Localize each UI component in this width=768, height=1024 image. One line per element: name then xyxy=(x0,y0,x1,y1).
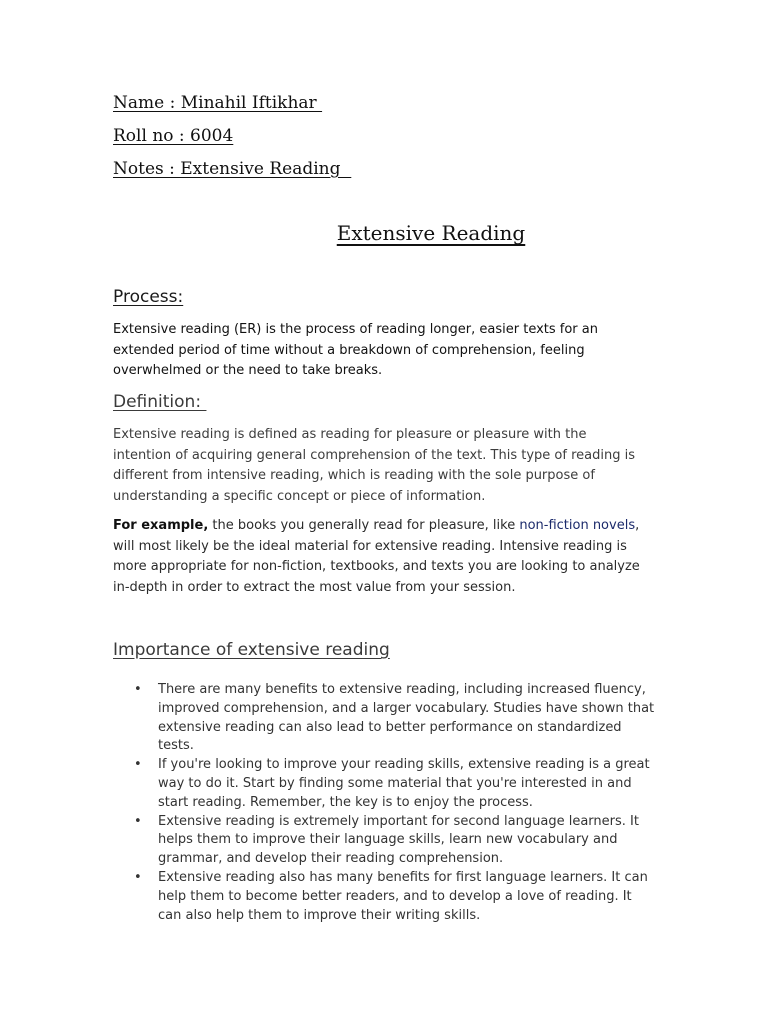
bullet-icon: • xyxy=(134,869,142,885)
bullet-icon: • xyxy=(134,682,142,697)
roll-number-line: Roll no : 6004 xyxy=(113,126,234,146)
definition-paragraph: Extensive reading is defined as reading for pleasure or pleasure with the intention of acquiring general comprehension of the text. This type of reading is different from intensive reading, which is reading with the sole purpose of understanding a specific concept or piece of information. xyxy=(113,427,635,504)
bullet-text: There are many benefits to extensive reading, including increased fluency, improved comprehension, and a larger vocabulary. Studies have shown that extensive reading can also lead to better performance on standardized tests. xyxy=(158,682,655,754)
example-paragraph xyxy=(113,516,643,598)
example-lead: For example, xyxy=(113,518,209,533)
list-item xyxy=(113,869,658,925)
bullet-text: Extensive reading also has many benefits for first language learners. It can help them to become better readers, and to develop a love of reading. It can also help them to improve their writing skills. xyxy=(158,869,648,923)
list-item xyxy=(113,681,658,756)
list-item xyxy=(113,813,658,869)
notes-topic-line: Notes : Extensive Reading xyxy=(113,159,352,179)
process-paragraph: Extensive reading (ER) is the process of reading longer, easier texts for an extended period of time without a breakdown of comprehension, feeling overwhelmed or the need to take breaks. xyxy=(113,322,598,379)
bullet-icon: • xyxy=(134,813,142,829)
bullet-text: Extensive reading is extremely important for second language learners. It helps them to improve their language skills, learn new vocabulary and grammar, and develop their reading comprehension. xyxy=(158,813,639,867)
document-title: Extensive Reading xyxy=(336,221,526,245)
definition-heading: Definition: xyxy=(113,392,207,412)
bullet-icon: • xyxy=(134,757,142,773)
bullet-text: If you're looking to improve your reading skills, extensive reading is a great way to do it. Start by finding some material that you're interested in and start reading. Remember, the key is to enjoy the process. xyxy=(158,757,650,810)
list-item xyxy=(113,756,658,812)
example-text-before-link: the books you generally read for pleasure, like xyxy=(208,518,520,533)
student-name-line: Name : Minahil Iftikhar xyxy=(113,93,323,113)
importance-bullet-list xyxy=(113,681,658,925)
process-heading: Process: xyxy=(113,287,184,307)
non-fiction-novels-link[interactable]: non-fiction novels xyxy=(519,518,636,533)
example-text-after-link: , will most likely be the ideal material for extensive reading. Intensive reading is more appropriate for non-fiction, textbooks, and texts you are looking to analyze in-depth in order to extract the most value from your session. xyxy=(113,518,640,595)
importance-heading: Importance of extensive reading xyxy=(113,640,390,660)
